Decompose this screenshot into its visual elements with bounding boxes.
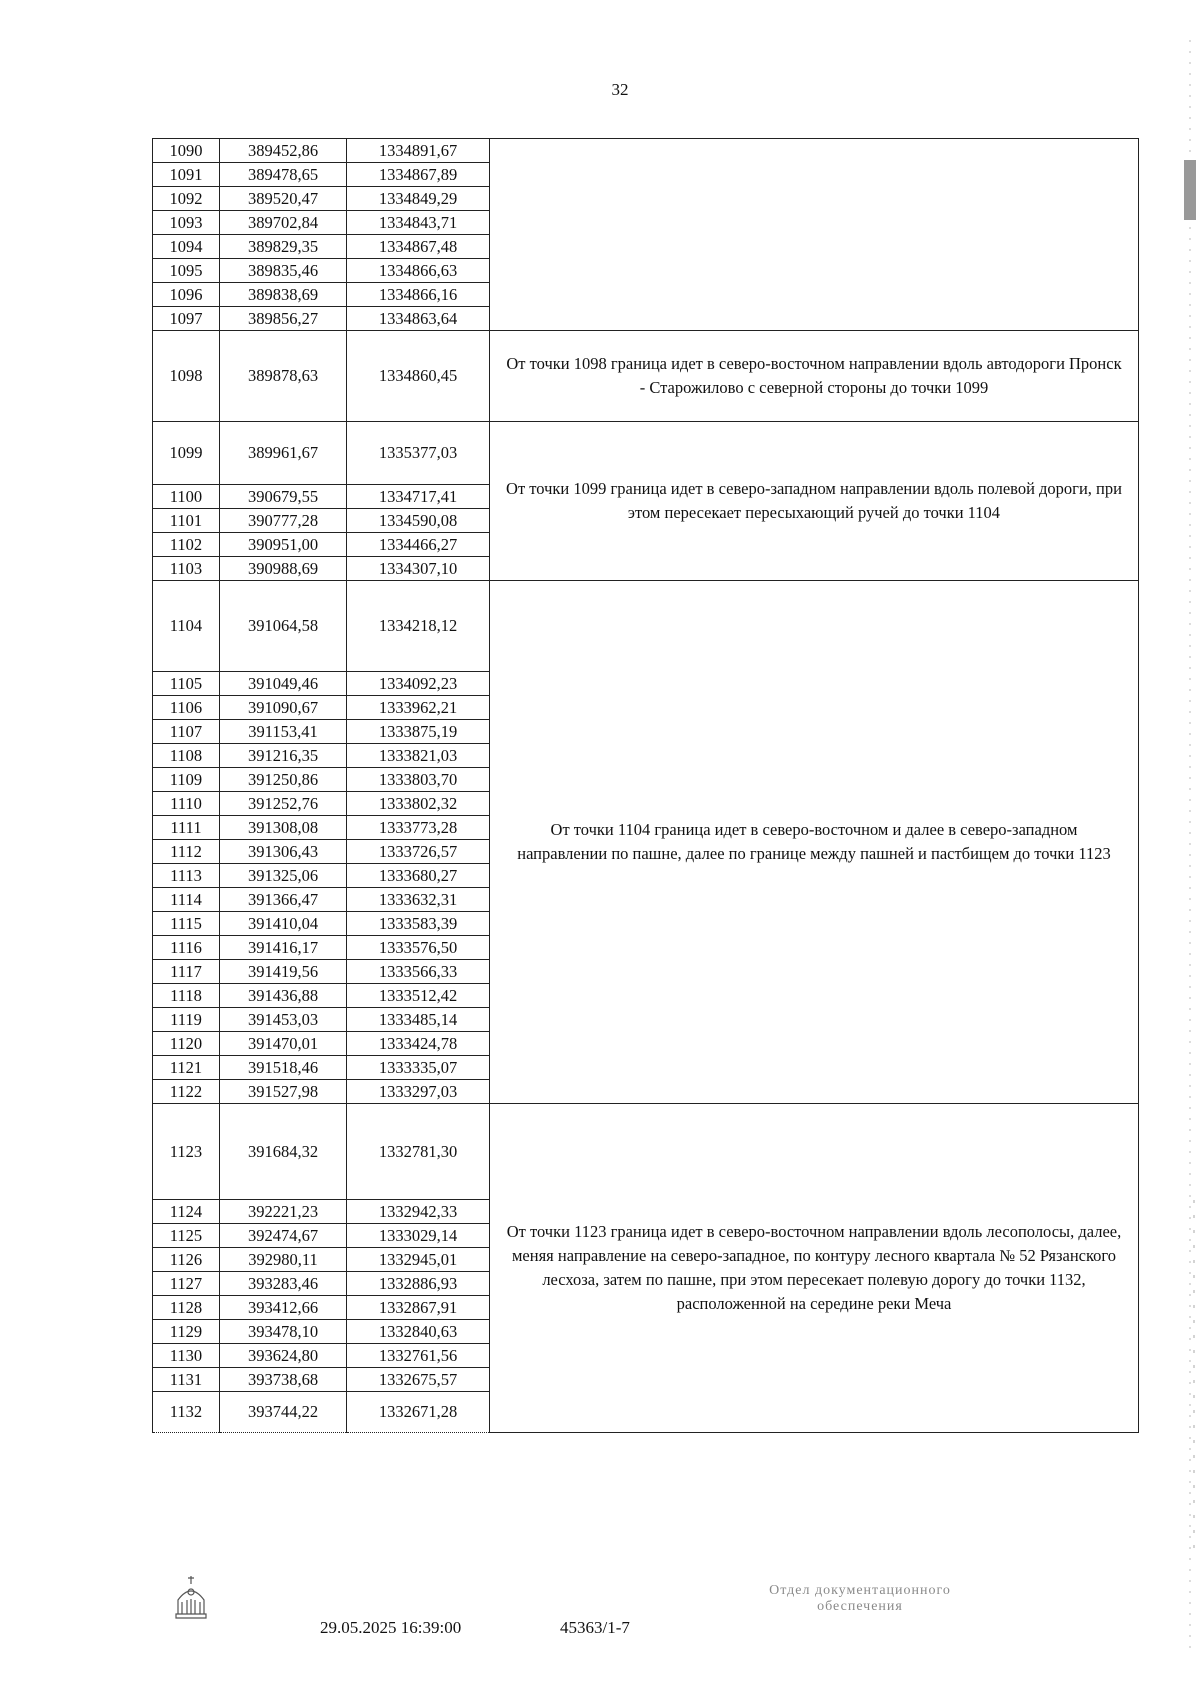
x-coordinate: 393478,10: [220, 1320, 347, 1344]
point-number: 1102: [153, 533, 220, 557]
y-coordinate: 1334867,89: [347, 163, 490, 187]
table-row: [153, 331, 1139, 422]
point-number: 1112: [153, 840, 220, 864]
boundary-description: От точки 1104 граница идет в северо-восточном и далее в северо-западном направлении по пашне, далее по границе между пашней и пастбищем до точки 1123: [490, 581, 1139, 1104]
point-number: 1093: [153, 211, 220, 235]
y-coordinate: 1332945,01: [347, 1248, 490, 1272]
x-coordinate: 389878,63: [220, 331, 347, 422]
x-coordinate: 389702,84: [220, 211, 347, 235]
department-stamp: [690, 1583, 1030, 1615]
point-number: 1126: [153, 1248, 220, 1272]
y-coordinate: 1332781,30: [347, 1104, 490, 1200]
x-coordinate: 390679,55: [220, 485, 347, 509]
x-coordinate: 390988,69: [220, 557, 347, 581]
y-coordinate: 1332675,57: [347, 1368, 490, 1392]
point-number: 1115: [153, 912, 220, 936]
x-coordinate: 391153,41: [220, 720, 347, 744]
y-coordinate: 1333773,28: [347, 816, 490, 840]
x-coordinate: 390951,00: [220, 533, 347, 557]
y-coordinate: 1333802,32: [347, 792, 490, 816]
y-coordinate: 1334860,45: [347, 331, 490, 422]
y-coordinate: 1333576,50: [347, 936, 490, 960]
point-number: 1103: [153, 557, 220, 581]
x-coordinate: 391436,88: [220, 984, 347, 1008]
point-number: 1092: [153, 187, 220, 211]
x-coordinate: 393624,80: [220, 1344, 347, 1368]
y-coordinate: 1332761,56: [347, 1344, 490, 1368]
point-number: 1130: [153, 1344, 220, 1368]
table-row: [153, 1104, 1139, 1200]
y-coordinate: 1333803,70: [347, 768, 490, 792]
coordinates-table: [152, 138, 1139, 1433]
y-coordinate: 1334092,23: [347, 672, 490, 696]
point-number: 1097: [153, 307, 220, 331]
y-coordinate: 1333297,03: [347, 1080, 490, 1104]
point-number: 1131: [153, 1368, 220, 1392]
point-number: 1123: [153, 1104, 220, 1200]
table-row: [153, 422, 1139, 485]
y-coordinate: 1333583,39: [347, 912, 490, 936]
x-coordinate: 391410,04: [220, 912, 347, 936]
stamp-line-1: Отдел документационного: [769, 1583, 951, 1598]
y-coordinate: 1333029,14: [347, 1224, 490, 1248]
y-coordinate: 1334590,08: [347, 509, 490, 533]
y-coordinate: 1334717,41: [347, 485, 490, 509]
x-coordinate: 392980,11: [220, 1248, 347, 1272]
x-coordinate: 393412,66: [220, 1296, 347, 1320]
boundary-description: От точки 1098 граница идет в северо-восточном направлении вдоль автодороги Пронск - Старожилово с северной стороны до точки 1099: [490, 331, 1139, 422]
point-number: 1122: [153, 1080, 220, 1104]
x-coordinate: 393283,46: [220, 1272, 347, 1296]
y-coordinate: 1334891,67: [347, 139, 490, 163]
x-coordinate: 389838,69: [220, 283, 347, 307]
point-number: 1117: [153, 960, 220, 984]
x-coordinate: 391518,46: [220, 1056, 347, 1080]
stamp-line-2: обеспечения: [817, 1599, 903, 1614]
x-coordinate: 391306,43: [220, 840, 347, 864]
y-coordinate: 1334867,48: [347, 235, 490, 259]
scan-edge-marks: [1176, 0, 1200, 1695]
point-number: 1090: [153, 139, 220, 163]
y-coordinate: 1333632,31: [347, 888, 490, 912]
y-coordinate: 1334218,12: [347, 581, 490, 672]
y-coordinate: 1334466,27: [347, 533, 490, 557]
y-coordinate: 1334843,71: [347, 211, 490, 235]
x-coordinate: 391325,06: [220, 864, 347, 888]
x-coordinate: 391453,03: [220, 1008, 347, 1032]
point-number: 1107: [153, 720, 220, 744]
y-coordinate: 1332867,91: [347, 1296, 490, 1320]
y-coordinate: 1335377,03: [347, 422, 490, 485]
y-coordinate: 1332840,63: [347, 1320, 490, 1344]
x-coordinate: 391684,32: [220, 1104, 347, 1200]
point-number: 1119: [153, 1008, 220, 1032]
y-coordinate: 1334849,29: [347, 187, 490, 211]
x-coordinate: 391064,58: [220, 581, 347, 672]
emblem-logo-icon: [168, 1570, 214, 1622]
y-coordinate: 1333566,33: [347, 960, 490, 984]
y-coordinate: 1333424,78: [347, 1032, 490, 1056]
y-coordinate: 1334866,63: [347, 259, 490, 283]
x-coordinate: 391090,67: [220, 696, 347, 720]
point-number: 1096: [153, 283, 220, 307]
point-number: 1111: [153, 816, 220, 840]
x-coordinate: 389835,46: [220, 259, 347, 283]
point-number: 1094: [153, 235, 220, 259]
y-coordinate: 1333875,19: [347, 720, 490, 744]
x-coordinate: 391308,08: [220, 816, 347, 840]
x-coordinate: 391419,56: [220, 960, 347, 984]
point-number: 1132: [153, 1392, 220, 1433]
x-coordinate: 392221,23: [220, 1200, 347, 1224]
x-coordinate: 389520,47: [220, 187, 347, 211]
y-coordinate: 1332671,28: [347, 1392, 490, 1433]
point-number: 1100: [153, 485, 220, 509]
x-coordinate: 390777,28: [220, 509, 347, 533]
footer-document-number: 45363/1-7: [560, 1618, 630, 1637]
x-coordinate: 389478,65: [220, 163, 347, 187]
x-coordinate: 389856,27: [220, 307, 347, 331]
x-coordinate: 393738,68: [220, 1368, 347, 1392]
point-number: 1114: [153, 888, 220, 912]
x-coordinate: 389961,67: [220, 422, 347, 485]
point-number: 1121: [153, 1056, 220, 1080]
point-number: 1109: [153, 768, 220, 792]
x-coordinate: 391216,35: [220, 744, 347, 768]
point-number: 1120: [153, 1032, 220, 1056]
point-number: 1091: [153, 163, 220, 187]
y-coordinate: 1333485,14: [347, 1008, 490, 1032]
y-coordinate: 1332942,33: [347, 1200, 490, 1224]
x-coordinate: 391366,47: [220, 888, 347, 912]
y-coordinate: 1334866,16: [347, 283, 490, 307]
y-coordinate: 1334307,10: [347, 557, 490, 581]
y-coordinate: 1333821,03: [347, 744, 490, 768]
point-number: 1118: [153, 984, 220, 1008]
x-coordinate: 393744,22: [220, 1392, 347, 1433]
footer-timestamp: 29.05.2025 16:39:00: [320, 1618, 462, 1637]
boundary-description: От точки 1099 граница идет в северо-западном направлении вдоль полевой дороги, при этом пересекает пересыхающий ручей до точки 1104: [490, 422, 1139, 581]
point-number: 1095: [153, 259, 220, 283]
point-number: 1125: [153, 1224, 220, 1248]
x-coordinate: 391252,76: [220, 792, 347, 816]
point-number: 1127: [153, 1272, 220, 1296]
point-number: 1116: [153, 936, 220, 960]
x-coordinate: 392474,67: [220, 1224, 347, 1248]
point-number: 1106: [153, 696, 220, 720]
x-coordinate: 391049,46: [220, 672, 347, 696]
point-number: 1128: [153, 1296, 220, 1320]
point-number: 1113: [153, 864, 220, 888]
point-number: 1105: [153, 672, 220, 696]
x-coordinate: 391470,01: [220, 1032, 347, 1056]
point-number: 1098: [153, 331, 220, 422]
table-row: [153, 139, 1139, 163]
y-coordinate: 1333962,21: [347, 696, 490, 720]
point-number: 1129: [153, 1320, 220, 1344]
y-coordinate: 1333726,57: [347, 840, 490, 864]
y-coordinate: 1333335,07: [347, 1056, 490, 1080]
y-coordinate: 1334863,64: [347, 307, 490, 331]
point-number: 1124: [153, 1200, 220, 1224]
boundary-description: [490, 139, 1139, 331]
y-coordinate: 1333680,27: [347, 864, 490, 888]
boundary-description: От точки 1123 граница идет в северо-восточном направлении вдоль лесополосы, далее, меняя направление на северо-западное, по контуру лесного квартала № 52 Рязанского лесхоза, затем по пашне, при этом пересекает полевую дорогу до точки 1132, расположенной на середине реки Меча: [490, 1104, 1139, 1433]
point-number: 1108: [153, 744, 220, 768]
point-number: 1101: [153, 509, 220, 533]
point-number: 1104: [153, 581, 220, 672]
x-coordinate: 389452,86: [220, 139, 347, 163]
page-number: 32: [611, 80, 629, 99]
x-coordinate: 391416,17: [220, 936, 347, 960]
point-number: 1099: [153, 422, 220, 485]
x-coordinate: 391527,98: [220, 1080, 347, 1104]
x-coordinate: 389829,35: [220, 235, 347, 259]
point-number: 1110: [153, 792, 220, 816]
y-coordinate: 1332886,93: [347, 1272, 490, 1296]
table-row: [153, 581, 1139, 672]
y-coordinate: 1333512,42: [347, 984, 490, 1008]
x-coordinate: 391250,86: [220, 768, 347, 792]
